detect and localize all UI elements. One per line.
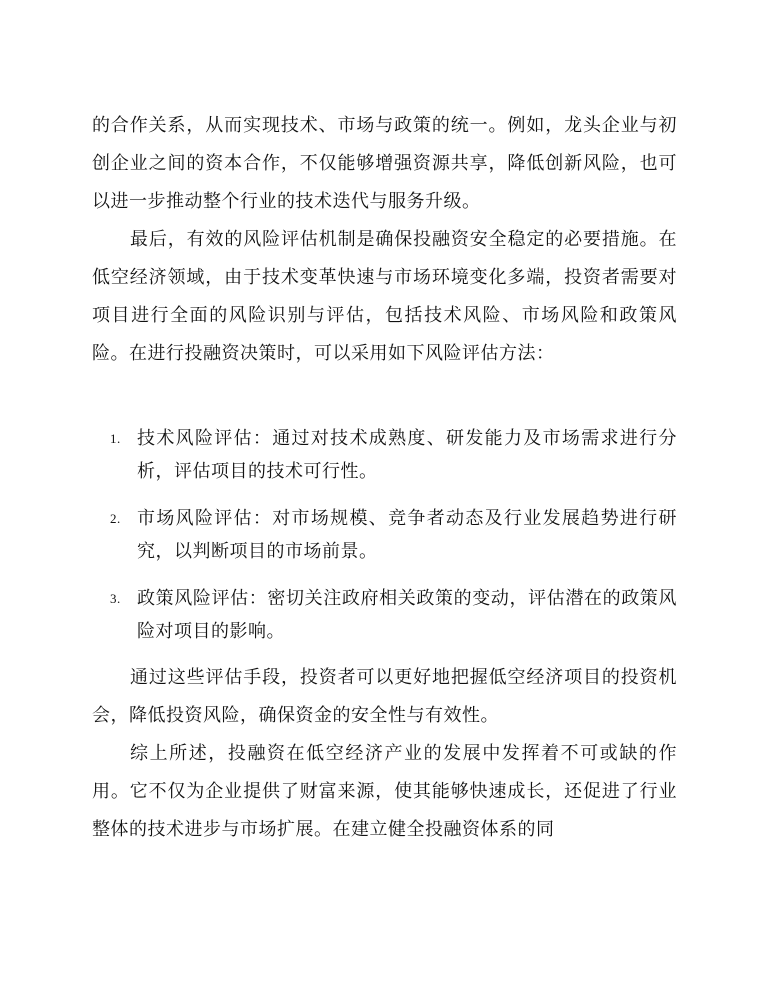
list-number: 2. <box>110 511 121 526</box>
paragraph-assessment-summary: 通过这些评估手段，投资者可以更好地把握低空经济项目的投资机会，降低投资风险，确保资金的安全性与有效性。 <box>92 667 677 726</box>
list-item <box>110 422 677 488</box>
paragraph-conclusion: 综上所述，投融资在低空经济产业的发展中发挥着不可或缺的作用。它不仅为企业提供了财富来源，使其能够快速成长，还促进了行业整体的技术进步与市场扩展。在建立健全投融资体系的同 <box>92 743 677 840</box>
list-item-text: 市场风险评估：对市场规模、竞争者动态及行业发展趋势进行研究，以判断项目的市场前景。 <box>137 508 677 562</box>
paragraph-risk-assessment: 最后，有效的风险评估机制是确保投融资安全稳定的必要措施。在低空经济领域，由于技术变革快速与市场环境变化多端，投资者需要对项目进行全面的风险识别与评估，包括技术风险、市场风险和政策风险。在进行投融资决策时，可以采用如下风险评估方法： <box>92 229 677 364</box>
paragraph-continuation: 的合作关系，从而实现技术、市场与政策的统一。例如，龙头企业与初创企业之间的资本合作，不仅能够增强资源共享，降低创新风险，也可以进一步推动整个行业的技术迭代与服务升级。 <box>92 115 677 212</box>
list-number: 1. <box>110 431 121 446</box>
list-item <box>110 502 677 568</box>
list-item-text: 政策风险评估：密切关注政府相关政策的变动，评估潜在的政策风险对项目的影响。 <box>137 588 677 642</box>
list-item-text: 技术风险评估：通过对技术成熟度、研发能力及市场需求进行分析，评估项目的技术可行性。 <box>137 428 677 482</box>
list-item <box>110 582 677 648</box>
list-number: 3. <box>110 591 121 606</box>
